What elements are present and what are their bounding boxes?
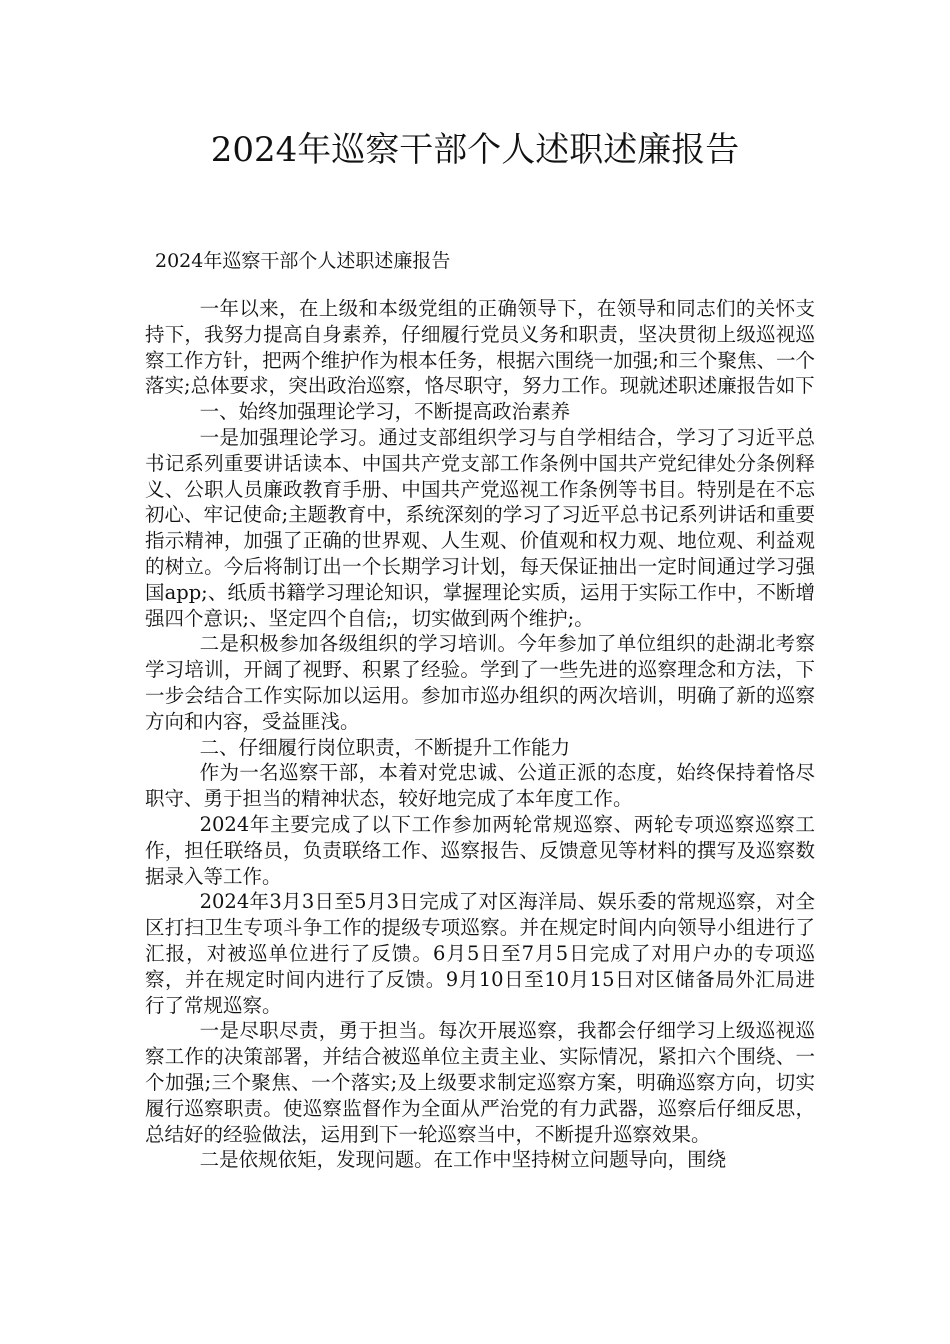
section-heading: 一、始终加强理论学习，不断提高政治素养 (199, 400, 571, 424)
paragraph: 二是积极参加各级组织的学习培训。今年参加了单位组织的赴湖北考察学习培训，开阔了视野、积累了经验。学到了一些先进的巡察理念和方法，下一步会结合工作实际加以运用。参加市巡办组织的两次培训，明确了新的巡察方向和内容，受益匪浅。 (145, 632, 815, 733)
paragraph: 一年以来，在上级和本级党组的正确领导下，在领导和同志们的关怀支持下，我努力提高自身素养，仔细履行党员义务和职责，坚决贯彻上级巡视巡察工作方针，把两个维护作为根本任务，根据六围绕一加强;和三个聚焦、一个落实;总体要求，突出政治巡察，恪尽职守，努力工作。现就述职述廉报告如下 (145, 297, 815, 398)
paragraph: 作为一名巡察干部，本着对党忠诚、公道正派的态度，始终保持着恪尽职守、勇于担当的精神状态，较好地完成了本年度工作。 (145, 761, 815, 811)
paragraph: 2024年主要完成了以下工作参加两轮常规巡察、两轮专项巡察巡察工作，担任联络员，负责联络工作、巡察报告、反馈意见等材料的撰写及巡察数据录入等工作。 (145, 812, 815, 888)
paragraph: 一是尽职尽责，勇于担当。每次开展巡察，我都会仔细学习上级巡视巡察工作的决策部署，并结合被巡单位主责主业、实际情况，紧扣六个围绕、一个加强;三个聚焦、一个落实;及上级要求制定巡察方案，明确巡察方向，切实履行巡察职责。使巡察监督作为全面从严治党的有力武器，巡察后仔细反思，总结好的经验做法，运用到下一轮巡察当中，不断提升巡察效果。 (145, 1019, 815, 1146)
paragraph: 2024年3月3日至5月3日完成了对区海洋局、娱乐委的常规巡察，对全区打扫卫生专项斗争工作的提级专项巡察。并在规定时间内向领导小组进行了汇报，对被巡单位进行了反馈。6月5日至7月5日完成了对用户办的专项巡察，并在规定时间内进行了反馈。9月10日至10月15日对区储备局外汇局进行了常规巡察。 (145, 890, 815, 1017)
document-subtitle: 2024年巡察干部个人述职述廉报告 (155, 250, 451, 272)
section-heading: 二、仔细履行岗位职责，不断提升工作能力 (199, 735, 571, 759)
document-title: 2024年巡察干部个人述职述廉报告 (210, 130, 740, 170)
paragraph: 一是加强理论学习。通过支部组织学习与自学相结合，学习了习近平总书记系列重要讲话读本、中国共产党支部工作条例中国共产党纪律处分条例释义、公职人员廉政教育手册、中国共产党巡视工作条例等书目。特别是在不忘初心、牢记使命;主题教育中，系统深刻的学习了习近平总书记系列讲话和重要指示精神，加强了正确的世界观、人生观、价值观和权力观、地位观、利益观的树立。今后将制订出一个长期学习计划，每天保证抽出一定时间通过学习强国app;、纸质书籍学习理论知识，掌握理论实质，运用于实际工作中，不断增强四个意识;、坚定四个自信;，切实做到两个维护;。 (145, 425, 815, 630)
document-body (145, 296, 815, 1173)
paragraph: 二是依规依矩，发现问题。在工作中坚持树立问题导向，围绕 (199, 1148, 727, 1172)
